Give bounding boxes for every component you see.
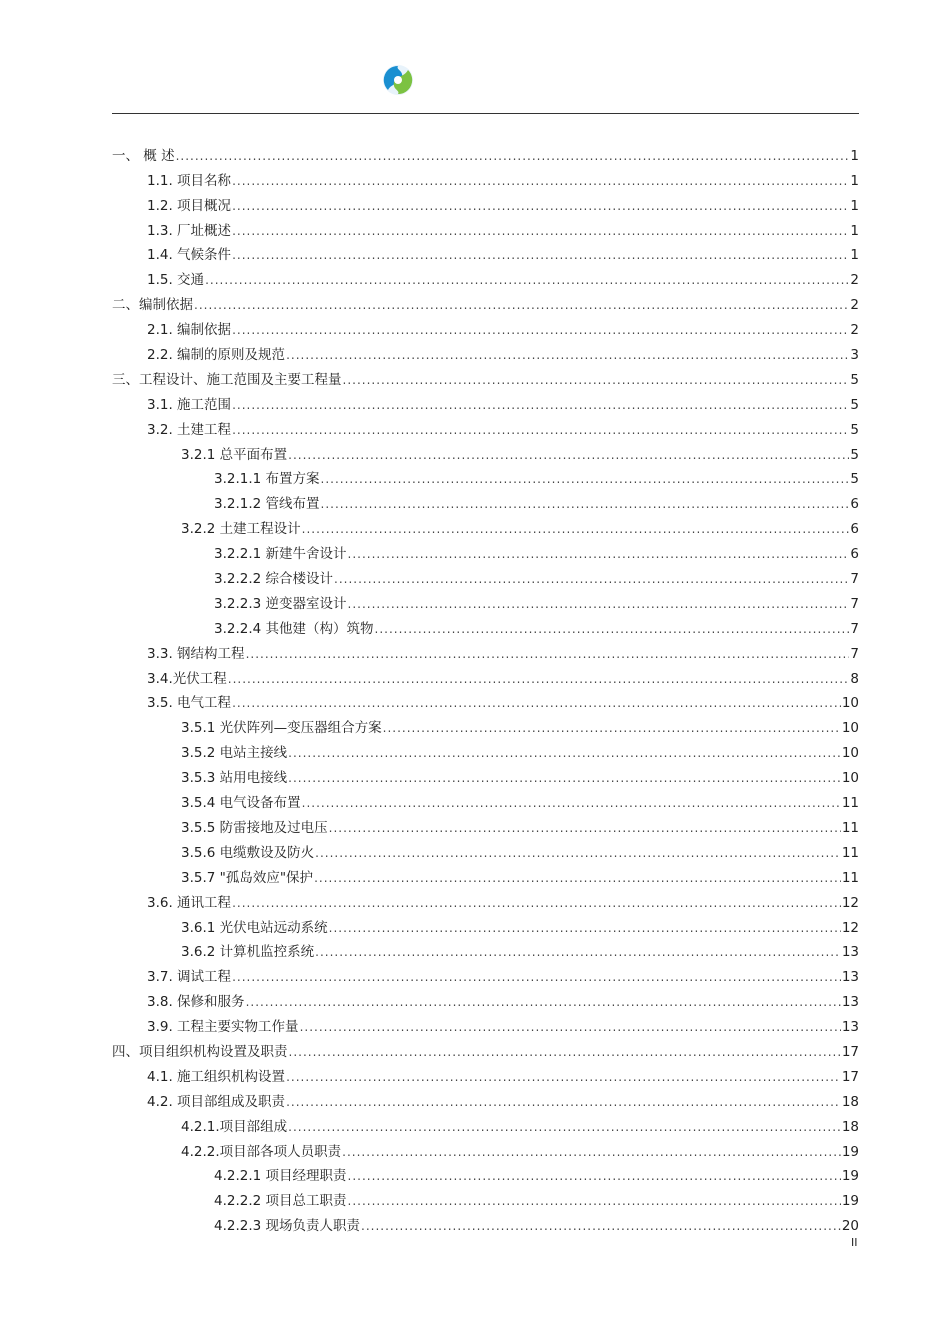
toc-leader-dots <box>176 147 850 165</box>
toc-entry[interactable] <box>112 1086 859 1111</box>
toc-entry-label: 3.2.2.4 其他建（构）筑物 <box>214 620 374 637</box>
toc-entry-page: 11 <box>841 844 859 861</box>
toc-leader-dots <box>232 222 849 240</box>
toc-leader-dots <box>314 869 841 887</box>
table-of-contents <box>112 140 859 1235</box>
toc-entry-label: 1.4. 气候条件 <box>147 247 232 264</box>
toc-entry-page: 19 <box>841 1193 859 1210</box>
toc-entry-label: 3.2.1.1 布置方案 <box>214 471 320 488</box>
toc-entry[interactable] <box>112 663 859 688</box>
toc-entry-page: 18 <box>841 1093 859 1110</box>
toc-entry-page: 5 <box>850 421 859 438</box>
toc-entry-label: 2.2. 编制的原则及规范 <box>147 347 286 364</box>
toc-entry-page: 8 <box>850 670 859 687</box>
toc-entry-label: 3.2.2 土建工程设计 <box>181 521 301 538</box>
toc-entry-page: 1 <box>850 197 859 214</box>
toc-entry[interactable] <box>112 986 859 1011</box>
toc-entry[interactable] <box>112 140 859 165</box>
toc-entry[interactable] <box>112 215 859 240</box>
page-number: II <box>851 1236 858 1249</box>
toc-leader-dots <box>286 346 849 364</box>
toc-entry[interactable] <box>112 961 859 986</box>
toc-entry[interactable] <box>112 289 859 314</box>
toc-entry-page: 1 <box>850 172 859 189</box>
toc-entry-page: 7 <box>850 571 859 588</box>
toc-leader-dots <box>205 271 849 289</box>
toc-entry-label: 3.5.5 防雷接地及过电压 <box>181 819 328 836</box>
toc-leader-dots <box>329 819 841 837</box>
toc-entry[interactable] <box>112 812 859 837</box>
toc-entry-label: 3.7. 调试工程 <box>147 969 232 986</box>
toc-entry[interactable] <box>112 762 859 787</box>
toc-entry[interactable] <box>112 1161 859 1186</box>
toc-leader-dots <box>288 1118 841 1136</box>
toc-entry-label: 1.1. 项目名称 <box>147 172 232 189</box>
toc-entry-label: 二、编制依据 <box>112 297 193 314</box>
toc-entry-page: 13 <box>841 1019 859 1036</box>
toc-entry-label: 4.2. 项目部组成及职责 <box>147 1093 286 1110</box>
toc-entry-page: 2 <box>850 297 859 314</box>
toc-entry[interactable] <box>112 1111 859 1136</box>
toc-entry-label: 3.2.2.2 综合楼设计 <box>214 571 334 588</box>
toc-entry-label: 3.2. 土建工程 <box>147 421 232 438</box>
toc-entry-label: 3.5.4 电气设备布置 <box>181 795 301 812</box>
toc-entry-page: 13 <box>841 969 859 986</box>
toc-leader-dots <box>302 520 850 538</box>
toc-leader-dots <box>246 645 850 663</box>
toc-entry[interactable] <box>112 190 859 215</box>
toc-entry-label: 一、 概 述 <box>112 147 175 164</box>
toc-entry-label: 4.2.2.2 项目总工职责 <box>214 1193 347 1210</box>
toc-entry-label: 4.2.1.项目部组成 <box>181 1118 288 1135</box>
toc-entry[interactable] <box>112 1011 859 1036</box>
toc-entry-label: 3.2.1 总平面布置 <box>181 446 288 463</box>
toc-leader-dots <box>315 844 841 862</box>
toc-leader-dots <box>383 719 841 737</box>
toc-leader-dots <box>232 197 849 215</box>
toc-entry-page: 11 <box>841 795 859 812</box>
toc-leader-dots <box>315 943 841 961</box>
toc-entry-label: 1.2. 项目概况 <box>147 197 232 214</box>
toc-entry-label: 4.2.2.3 现场负责人职责 <box>214 1218 361 1235</box>
toc-entry-label: 四、项目组织机构设置及职责 <box>112 1043 288 1060</box>
toc-leader-dots <box>232 968 841 986</box>
toc-entry[interactable] <box>112 588 859 613</box>
toc-entry[interactable] <box>112 240 859 265</box>
toc-entry-page: 5 <box>850 371 859 388</box>
toc-leader-dots <box>232 396 849 414</box>
toc-leader-dots <box>321 495 850 513</box>
toc-entry-page: 6 <box>850 521 859 538</box>
toc-entry-page: 1 <box>850 222 859 239</box>
toc-entry-label: 4.1. 施工组织机构设置 <box>147 1068 286 1085</box>
toc-entry-page: 11 <box>841 819 859 836</box>
toc-entry-page: 10 <box>841 695 859 712</box>
company-logo-icon <box>382 64 414 96</box>
toc-leader-dots <box>232 321 849 339</box>
toc-entry[interactable] <box>112 165 859 190</box>
toc-entry[interactable] <box>112 1185 859 1210</box>
toc-entry-page: 11 <box>841 869 859 886</box>
toc-entry-label: 2.1. 编制依据 <box>147 322 232 339</box>
toc-entry[interactable] <box>112 1036 859 1061</box>
toc-entry[interactable] <box>112 1061 859 1086</box>
toc-entry-page: 7 <box>850 595 859 612</box>
toc-entry-label: 3.3. 钢结构工程 <box>147 645 245 662</box>
toc-entry-label: 3.9. 工程主要实物工作量 <box>147 1019 299 1036</box>
toc-entry-label: 三、工程设计、施工范围及主要工程量 <box>112 371 342 388</box>
toc-entry[interactable] <box>112 439 859 464</box>
toc-entry[interactable] <box>112 787 859 812</box>
toc-leader-dots <box>342 1143 841 1161</box>
toc-entry-label: 3.5.6 电缆敷设及防火 <box>181 844 315 861</box>
toc-leader-dots <box>246 993 841 1011</box>
toc-entry[interactable] <box>112 513 859 538</box>
toc-leader-dots <box>288 446 849 464</box>
toc-entry[interactable] <box>112 538 859 563</box>
toc-entry[interactable] <box>112 638 859 663</box>
toc-leader-dots <box>286 1068 841 1086</box>
toc-entry-label: 3.2.2.1 新建牛舍设计 <box>214 546 347 563</box>
toc-entry-page: 20 <box>841 1218 859 1235</box>
toc-entry[interactable] <box>112 613 859 638</box>
toc-leader-dots <box>302 794 841 812</box>
toc-entry-page: 2 <box>850 272 859 289</box>
toc-leader-dots <box>361 1217 841 1235</box>
toc-leader-dots <box>348 595 850 613</box>
toc-leader-dots <box>289 1043 841 1061</box>
toc-entry[interactable] <box>112 314 859 339</box>
toc-leader-dots <box>286 1093 841 1111</box>
toc-leader-dots <box>232 894 841 912</box>
toc-entry[interactable] <box>112 1136 859 1161</box>
toc-entry-label: 3.6.1 光伏电站远动系统 <box>181 919 328 936</box>
toc-entry-page: 1 <box>850 247 859 264</box>
toc-entry-page: 18 <box>841 1118 859 1135</box>
toc-entry-label: 3.4.光伏工程 <box>147 670 227 687</box>
toc-leader-dots <box>321 470 850 488</box>
toc-entry-page: 17 <box>841 1068 859 1085</box>
toc-leader-dots <box>232 172 849 190</box>
header-rule <box>112 113 859 114</box>
toc-entry-label: 3.2.2.3 逆变器室设计 <box>214 595 347 612</box>
toc-entry[interactable] <box>112 937 859 962</box>
toc-entry-page: 13 <box>841 944 859 961</box>
toc-entry-page: 19 <box>841 1143 859 1160</box>
toc-entry[interactable] <box>112 688 859 713</box>
toc-entry[interactable] <box>112 364 859 389</box>
toc-entry-page: 5 <box>850 396 859 413</box>
toc-entry-label: 3.5.7 "孤岛效应"保护 <box>181 869 314 886</box>
toc-entry-label: 3.2.1.2 管线布置 <box>214 496 320 513</box>
toc-leader-dots <box>228 670 850 688</box>
toc-entry-label: 3.1. 施工范围 <box>147 396 232 413</box>
toc-entry-label: 3.6.2 计算机监控系统 <box>181 944 315 961</box>
toc-entry[interactable] <box>112 339 859 364</box>
toc-leader-dots <box>288 769 841 787</box>
toc-entry-page: 6 <box>850 496 859 513</box>
toc-entry[interactable] <box>112 862 859 887</box>
toc-entry[interactable] <box>112 488 859 513</box>
toc-entry-page: 10 <box>841 745 859 762</box>
toc-leader-dots <box>194 296 849 314</box>
toc-entry-page: 7 <box>850 645 859 662</box>
toc-entry[interactable] <box>112 712 859 737</box>
toc-entry-page: 5 <box>850 446 859 463</box>
toc-leader-dots <box>232 421 849 439</box>
toc-entry-page: 17 <box>841 1043 859 1060</box>
toc-leader-dots <box>329 919 841 937</box>
toc-entry-label: 3.6. 通讯工程 <box>147 894 232 911</box>
toc-leader-dots <box>232 246 849 264</box>
toc-entry-label: 3.5. 电气工程 <box>147 695 232 712</box>
toc-entry-page: 12 <box>841 919 859 936</box>
toc-leader-dots <box>348 1167 841 1185</box>
toc-leader-dots <box>343 371 850 389</box>
toc-leader-dots <box>348 545 850 563</box>
toc-entry-page: 2 <box>850 322 859 339</box>
toc-entry-page: 13 <box>841 994 859 1011</box>
toc-entry[interactable] <box>112 737 859 762</box>
toc-leader-dots <box>300 1018 841 1036</box>
toc-entry-page: 10 <box>841 720 859 737</box>
toc-entry-label: 3.5.2 电站主接线 <box>181 745 288 762</box>
toc-entry-label: 1.3. 厂址概述 <box>147 222 232 239</box>
toc-entry[interactable] <box>112 264 859 289</box>
toc-entry-label: 4.2.2.1 项目经理职责 <box>214 1168 347 1185</box>
toc-entry-page: 19 <box>841 1168 859 1185</box>
toc-entry[interactable] <box>112 563 859 588</box>
toc-leader-dots <box>334 570 849 588</box>
toc-entry[interactable] <box>112 912 859 937</box>
toc-leader-dots <box>348 1192 841 1210</box>
toc-entry-page: 10 <box>841 770 859 787</box>
toc-entry-label: 3.5.3 站用电接线 <box>181 770 288 787</box>
toc-entry[interactable] <box>112 414 859 439</box>
toc-entry-page: 5 <box>850 471 859 488</box>
toc-entry[interactable] <box>112 389 859 414</box>
toc-entry[interactable] <box>112 887 859 912</box>
toc-entry[interactable] <box>112 837 859 862</box>
toc-entry[interactable] <box>112 464 859 489</box>
toc-entry-page: 1 <box>850 147 859 164</box>
toc-entry[interactable] <box>112 1210 859 1235</box>
toc-entry-label: 4.2.2.项目部各项人员职责 <box>181 1143 342 1160</box>
toc-leader-dots <box>288 744 841 762</box>
toc-entry-label: 3.8. 保修和服务 <box>147 994 245 1011</box>
toc-leader-dots <box>232 694 841 712</box>
toc-entry-label: 3.5.1 光伏阵列—变压器组合方案 <box>181 720 382 737</box>
toc-entry-page: 6 <box>850 546 859 563</box>
toc-entry-label: 1.5. 交通 <box>147 272 205 289</box>
toc-leader-dots <box>375 620 850 638</box>
toc-entry-page: 7 <box>850 620 859 637</box>
toc-entry-page: 3 <box>850 347 859 364</box>
toc-entry-page: 12 <box>841 894 859 911</box>
